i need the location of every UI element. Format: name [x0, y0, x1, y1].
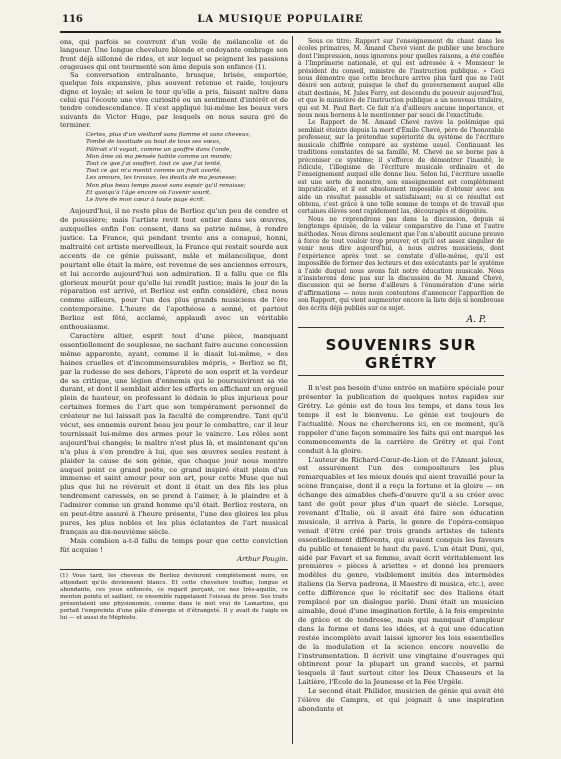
header-rule — [60, 31, 501, 33]
poem-line: Pâlirait s'il voyait, comme un gouffre dans l'onde, — [86, 146, 232, 153]
poem-line: Le livre de mon cœur à toute page écrit. — [86, 197, 206, 204]
gretry-paragraph-2: L'auteur de Richard-Cœur-de-Lion et de l'Amant jaloux, est assurément l'un des compositeurs les plus remarquables et les mieux doués qui aient travaillé pour la scène française, dont il a reçu la fortune et la gloire — on échange des aimables chefs-d'œuvre qu'il a su créer avec tant de goût pour plus d'un quart de siècle. Lorsque, revenant d'Italie, où il avait été faire son éducation musicale, il arriva à Paris, le genre de l'opéra-comique venait d'être créé par trois grands artistes de talents essentiellement différents, qui avaient conquis les faveurs du public et tenaient le haut du pavé. L'un était Duni, qui, aidé par Favart et sa femme, avait écrit véritablement les premières « pièces à ariettes » et donné les premiers modèles du genre, visiblement imités des intermèdes italiens (la Serva padrona, il Maestro di musica, etc.), avec cette différence que le récitatif sec des Italiens était remplacé par un dialogue parlé. Duni était un musicien aimable, doué d'une imagination fertile, à la fois empreinte de grâce et de tendresse, mais qui manquait d'ampleur dans la forme et dans les idées, et à qui une éducation restée incomplète avait laissé ignorer les lois essentielles de la modulation et la science encore nouvelle de l'instrumentation. Il écrivit une vingtaine d'ouvrages qui obtinrent pour la plupart un grand succès, et parmi lesquels il faut surtout citer les Deux Chasseurs et la Laitière, l'École de la Jeunesse et la Fée Urgèle. — [298, 455, 504, 687]
page-number: 116 — [62, 14, 83, 25]
poem-line: Et quoiqu'à l'âge encore où l'avenir sourit, — [86, 189, 212, 196]
section-rule-bottom — [298, 375, 504, 376]
review-paragraph-3: Nous ne reprendrons pas dans la discussion, depuis si longtemps épuisée, de la valeur comparative de l'une et l'autre méthodes. Nous dirons seulement que l'on n'aboutit aucune preuve à force de tout vouloir trop prouver, et qu'il est assez singulier de venir nous dire aujourd'hui, à nous autres musiciens, dont l'expérience après tout se constate d'elle-même, qu'il est impossible de former des lecteurs et des exécutants par le système à l'aide duquel nous avons fait notre éducation musicale. Nous n'insisterons donc pas sur la discussion de M. Amand Chevé, discussion qui se borne d'ailleurs à l'énumération d'une série d'affirmations — nous nous contentons d'annoncer l'apparition de son Rapport, qui vient augmenter encore la liste déjà si nombreuse des écrits déjà publiés sur ce sujet. — [298, 215, 504, 312]
poem-line: Mon plus beau temps passé sans espoir qu'il renaisse; — [86, 182, 246, 189]
poem-line: Tout ce qui m'a mentit comme un fruit avorté, — [86, 168, 222, 175]
review-paragraph-1: Sous ce titre: Rapport sur l'enseignement du chant dans les écoles primaires, M. Amand Chevé vient de publier une brochure dont l'impression, nous ignorons pour quelles raisons, a été confiée à l'Imprimerie nationale, et qui est adressée à « Monsieur le président du conseil, ministre de l'instruction publique. » Ceci nous démontre que cette brochure arrive plus tard que ne l'eût désiré son auteur, puisque le chef du gouvernement auquel elle était destinée, M. Jules Ferry, est descendu du pouvoir aujourd'hui, et que le ministère de l'instruction publique a un nouveau titulaire, qui est M. Paul Bert. Ce fait n'a d'ailleurs aucune importance, et nous nous bornons à le mentionner par souci de l'exactitude. — [298, 38, 504, 120]
left-paragraph-5: Mais combien a-t-il fallu de temps pour que cette conviction fût acquise ! — [60, 536, 288, 554]
page-header — [62, 14, 499, 28]
footnote: (1) Vous tard, les cheveux de Berlioz devinrent complètement noirs, en attendant qu'ils deviennent blancs. Et cette chevelure touffue, longue et abondante, ces yeux enfoncés, ce regard perçant, ce nez très-aquilin, ce menton pointu et saillant, ce ensemble rappelaient l'oiseau de proie. Ses traits présentaient une physionomie, comme dans le mot vrai de Lamartine, qui portait l'empreinte d'une pâle d'énergie et d'étrangeté. Il y avait de l'aigle en lui — et aussi du Méphisto. — [60, 569, 288, 622]
left-column — [60, 38, 288, 744]
gretry-paragraph-1: Il n'est pas besoin d'une entrée en matière spéciale pour présenter la publication de quelques notes rapides sur Grétry. Le génie est de tous les temps, et dans tous les temps il est le bienvenu. Le génie est toujours de l'actualité. Nous ne chercherons ici, en ce moment, qu'à rappeler d'une façon sommaire les faits qui ont marqué les commencements de la carrière de Grétry et qui l'ont conduit à la gloire. — [298, 384, 504, 455]
section-rule-top — [298, 327, 504, 328]
gretry-paragraph-3: Le second était Philidor, musicien de génie qui avait été l'élève de Campra, et qui joignait à une inspiration abondante et — [298, 687, 504, 713]
left-paragraph-4: Caractère altier, esprit tout d'une pièce, manquant essentiellement de souplesse, ne sachant faire aucune concession même apparente, ayant, comme il le disait lui-même, « des haines cruelles et d'incommensurables mépris, » Berlioz se fit, par la rudesse de ses dehors, l'âpreté de son esprit et la verdeur de sa critique, une légion d'ennemis qui le poursuivirent sa vie durant, et dont il semblait aider les efforts en affichant un orgueil plein de hauteur, en professant le dédain le plus injurieux pour certaines formes de l'art que son tempérament personnel de créateur ne lui laissait pas la faculté de comprendre. Tant qu'il vécut, ses ennemis eurent beau jeu pour le combattre, car il leur tournissait lui-même des armes pour le vaincre. Les rôles sont aujourd'hui changés; le maître n'est plus là, et maintenant qu'on n'a plus à s'en prendre à lui, que ses œuvres seules restent à plaider la cause de son génie, que chaque jour nous montre auquel point ce grand poète, ce grand inspiré était plein d'un immense et saint amour pour son art, pour cette Muse que nul plus que lui ne révérait et dont il était un des fils les plus tendrement caressés, on se prend à l'aimer, à le plaindre et à l'admirer comme un grand homme qu'il était. Berlioz restera, on en peut-être assuré à l'heure présente, l'une des gloires les plus pures, les plus nobles et les plus éclatantes de l'art musical français au dix-neuvième siècle. — [60, 331, 288, 536]
poem-line: Tout ce que j'ai souffert, tout ce que j'ai tenté, — [86, 161, 222, 168]
poem-line: Certes, plus d'un vieillard sans flamme et sans cheveux, — [86, 132, 251, 139]
author-signature: Arthur Pougin. — [237, 554, 288, 563]
column-divider — [292, 36, 293, 744]
closing-row — [60, 537, 288, 555]
poem-line: Les amours, les travaux, les deuils de ma jeunesse; — [86, 175, 237, 182]
section-headline: SOUVENIRS SUR GRÉTRY — [325, 336, 477, 373]
poem-line: Tombé de lassitude au bout de tous ses vœux, — [86, 139, 222, 146]
review-initials: A. P. — [466, 315, 486, 326]
poem-line: Mon âme où ma pensée habite comme un monde; — [86, 153, 233, 160]
journal-title: LA MUSIQUE POPULAIRE — [197, 14, 364, 25]
left-paragraph-2: Sa conversation entraînante, brusque, brisée, emportée, quelque fois expansive, plus souvent retenue et raide, toujours digne et loyale; et selon le tour qu'elle a pris, faisant naître dans celui qui l'écoute une vive curiosité ou un sentiment d'intérêt et de tendre condescendance. Il s'est appliqué lui-même les beaux vers suivants de Victor Hugo, par lesquels on nous saura gré de terminer. — [60, 71, 288, 129]
right-column — [298, 38, 504, 744]
poem-quote — [86, 132, 288, 204]
left-paragraph-3: Aujourd'hui, il ne reste plus de Berlioz qu'un peu de cendre et de poussière; mais l'artiste revit tout entier dans ses œuvres, auxquelles enfin l'on consent, dans sa patrie même, à rendre justice. La France, qui pendant trente ans a conspué, honni, maltraité cet artiste merveilleux, la France qui restait sourde aux accents de ce génie puissant, mâle et mélancolique, dont pourtant elle était la mère, est revenue de ses anciennes erreurs, et lui accorde aujourd'hui son admiration. Il a fallu que ce fils glorieux mourût pour qu'elle lui rendît justice; mais le jour de la réparation est arrivé, et Berlioz est enfin considéré, chez nous comme ailleurs, pour l'un des plus grands musiciens de l'ère contemporaine. L'heure de l'apothéose a sonné, et partout Berlioz est fêté, acclamé, applaudi avec un véritable enthousiasme. — [60, 207, 288, 332]
review-paragraph-2: Le Rapport de M. Amand Chevé ravive la polémique qui semblait éteinte depuis la mort d'Émile Chevé, père de l'honorable professeur, sur la prétendue supériorité du système de l'écriture musicale chiffrée comparé au système usuel. Continuant les traditions constantes de sa famille, M. Chevé ne se borne pas à préconiser ce système; il s'efforce de démontrer l'inanité, le ridicule, l'illogisme de l'écriture musicale ordinaire et de l'enseignement auquel elle donne lieu. Selon lui, l'écriture usuelle est une sorte de monstre, son enseignement est complètement impraticable, et il est absolument impossible d'obtenir avec son aide un résultat passable et satisfaisant; ou si ce résultat est obtenu, c'est grâce à une telle somme de temps et de travail que certaines élèves sont rapidement las, découragés et dégoûtés. — [298, 119, 504, 216]
left-paragraph-1: ons, qui parfois se couvrent d'un voile de mélancolie et de langueur. Une longue chevelure blonde et ondoyante ombrage son front déjà sillonné de rides, et sur lequel se peignent les passions orageuses qui ont tourmenté son âme depuis son enfance (1). — [60, 38, 288, 71]
